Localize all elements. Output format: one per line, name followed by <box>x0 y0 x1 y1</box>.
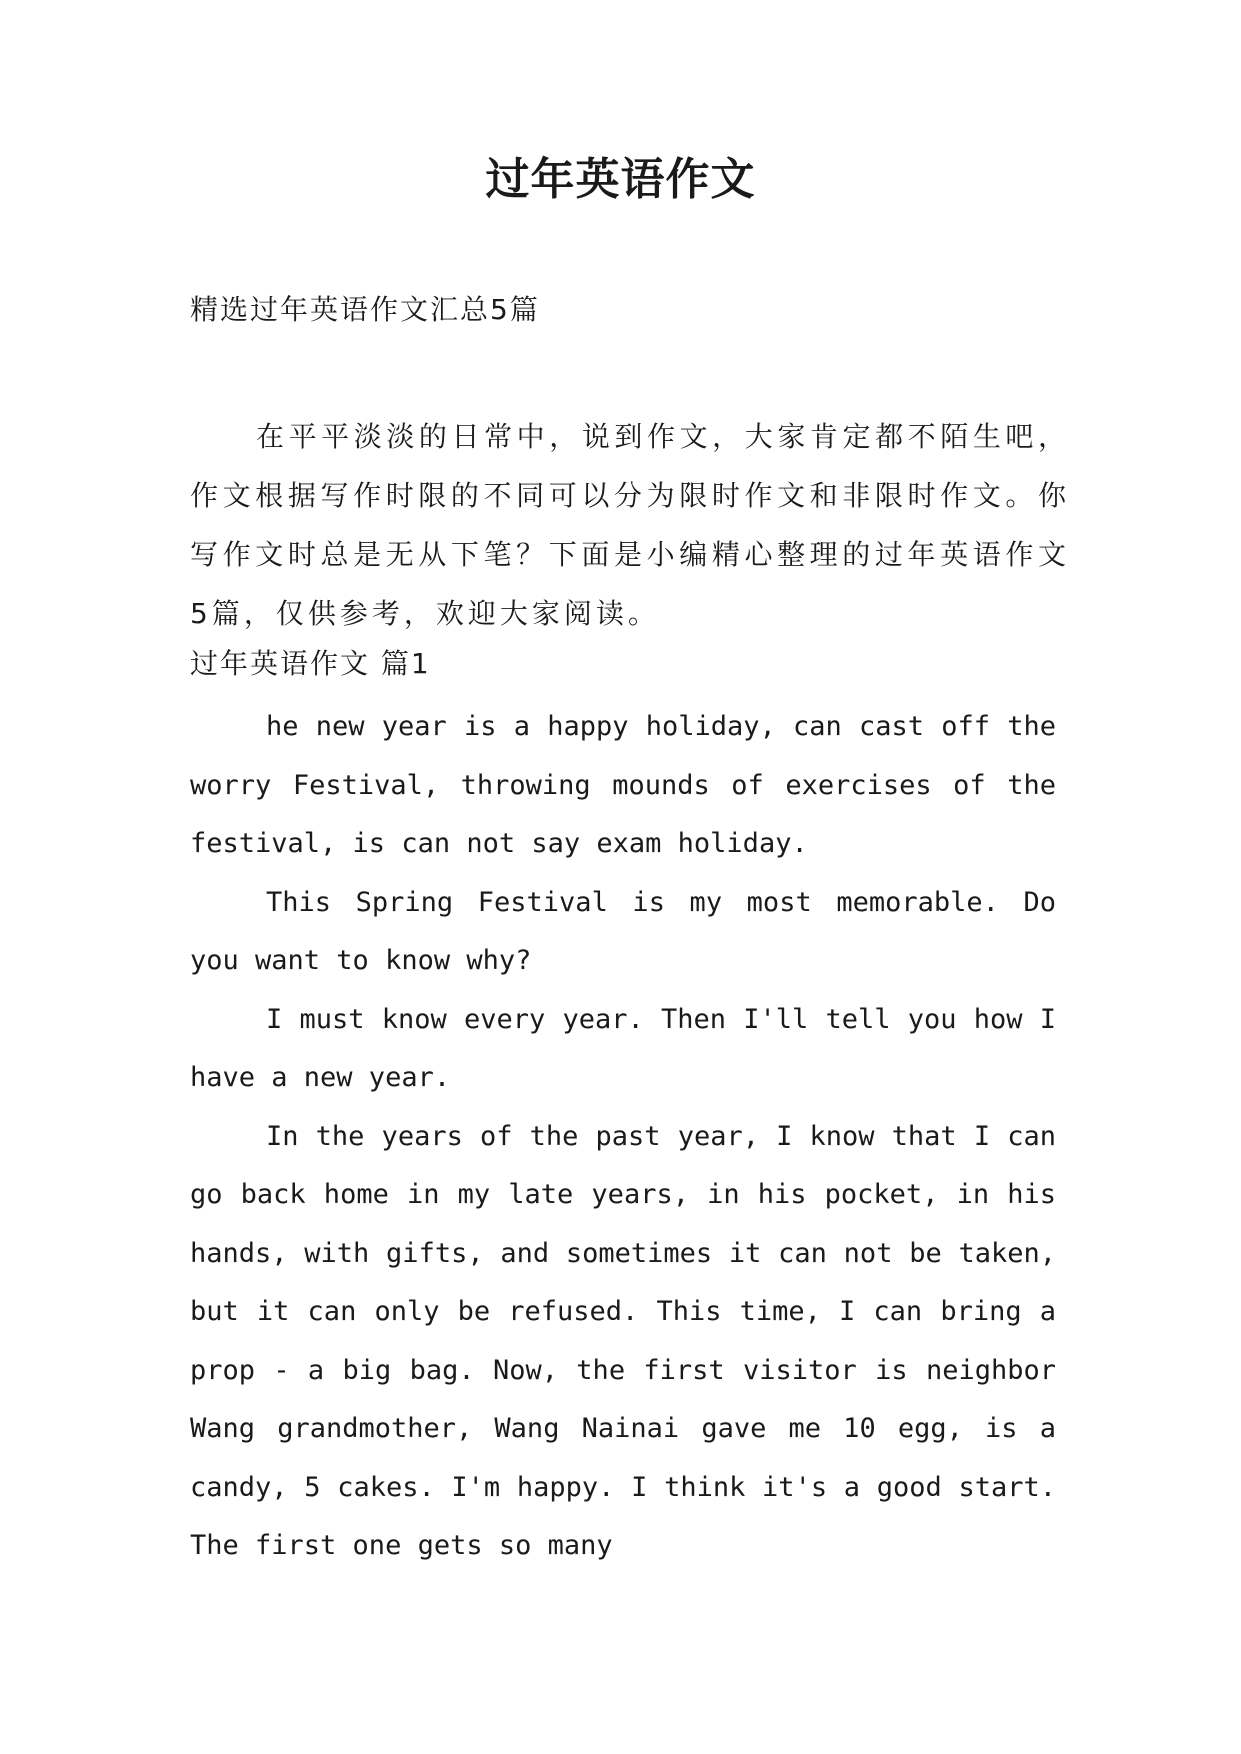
essay-paragraph: I must know every year. Then I'll tell you how I have a new year. <box>190 1003 1056 1093</box>
intro-paragraph: 在平平淡淡的日常中，说到作文，大家肯定都不陌生吧，作文根据写作时限的不同可以分为限时作文和非限时作文。你写作文时总是无从下笔？下面是小编精心整理的过年英语作文5篇，仅供参考，欢迎大家阅读。 <box>190 420 1070 630</box>
essay-body <box>190 698 1056 1576</box>
essay-paragraph: he new year is a happy holiday, can cast off the worry Festival, throwing mounds of exercises of the festival, is can not say exam holiday. <box>190 711 1056 859</box>
section-heading: 过年英语作文 篇1 <box>190 647 431 680</box>
essay-paragraph: In the years of the past year, I know that I can go back home in my late years, in his pocket, in his hands, with gifts, and sometimes it can not be taken, but it can only be refused. This time, I can bring a prop - a big bag. Now, the first visitor is neighbor Wang grandmother, Wang Nainai gave me 10 egg, is a candy, 5 cakes. I'm happy. I think it's a good start. The first one gets so many <box>190 1120 1056 1561</box>
essay-paragraph: This Spring Festival is my most memorable. Do you want to know why? <box>190 886 1056 976</box>
document-subtitle: 精选过年英语作文汇总5篇 <box>190 293 540 326</box>
document-title: 过年英语作文 <box>485 154 756 205</box>
